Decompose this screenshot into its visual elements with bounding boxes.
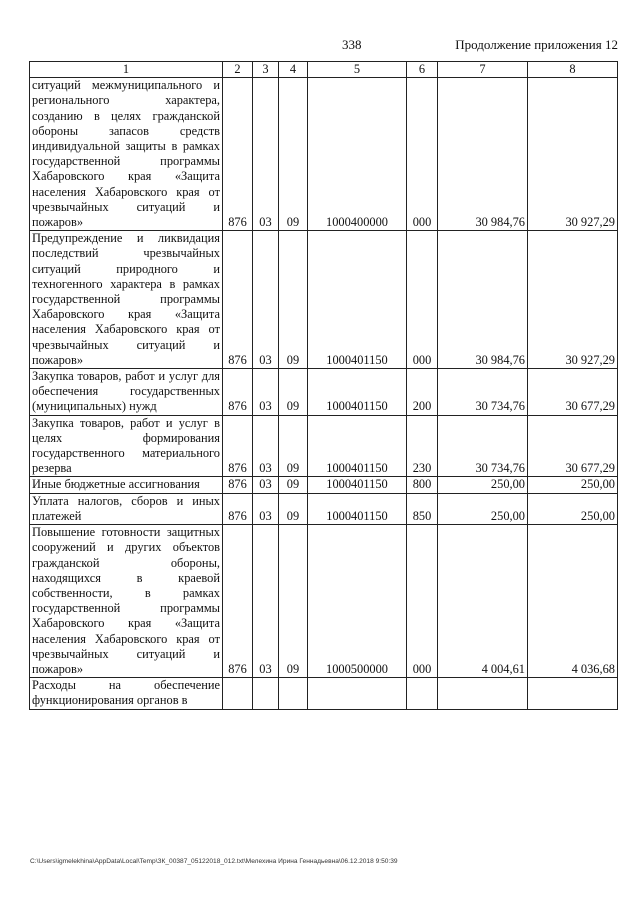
- table-row: [30, 493, 618, 524]
- row-name: Предупреждение и ликвидация последствий чрезвычайных ситуаций природного и техногенного характера в рамках государственной программы Хабаровского края «Защита населения Хабаровского края от чрезвычайных ситуаций и пожаров»: [30, 231, 223, 369]
- cell-amount-2: [528, 678, 618, 709]
- table-row: [30, 477, 618, 493]
- column-header: 7: [438, 62, 528, 78]
- row-name: Закупка товаров, работ и услуг для обеспечения государственных (муниципальных) нужд: [30, 369, 223, 416]
- cell-expense-type: 000: [407, 231, 438, 369]
- cell-expense-type: 200: [407, 369, 438, 416]
- cell-subsection: [279, 678, 308, 709]
- table-row: [30, 369, 618, 416]
- table-row: [30, 78, 618, 231]
- cell-ministry: 876: [223, 369, 253, 416]
- cell-amount-1: 30 734,76: [438, 369, 528, 416]
- header-row: [30, 62, 618, 78]
- continuation-caption: Продолжение приложения 12: [455, 37, 618, 52]
- row-name: Повышение готовности защитных сооружений и других объектов гражданской обороны, находящихся в краевой собственности, в рамках государственной программы Хабаровского края «Защита населения Хабаровского края от чрезвычайных ситуаций и пожаров»: [30, 525, 223, 678]
- cell-expense-type: 000: [407, 78, 438, 231]
- cell-subsection: 09: [279, 525, 308, 678]
- row-name: Иные бюджетные ассигнования: [30, 477, 223, 493]
- cell-amount-2: 30 927,29: [528, 78, 618, 231]
- cell-section: 03: [253, 525, 279, 678]
- cell-amount-2: 30 677,29: [528, 369, 618, 416]
- cell-target: 1000401150: [308, 415, 407, 477]
- column-header: 4: [279, 62, 308, 78]
- cell-expense-type: 230: [407, 415, 438, 477]
- cell-target: 1000401150: [308, 369, 407, 416]
- cell-amount-1: 250,00: [438, 493, 528, 524]
- cell-ministry: [223, 678, 253, 709]
- cell-amount-1: 250,00: [438, 477, 528, 493]
- cell-amount-1: 30 734,76: [438, 415, 528, 477]
- cell-amount-1: 30 984,76: [438, 78, 528, 231]
- row-name: ситуаций межмуниципального и регионального характера, созданию в целях гражданской обороны запасов средств индивидуальной защиты в рамках государственной программы Хабаровского края «Защита населения Хабаровского края от чрезвычайных ситуаций и пожаров»: [30, 78, 223, 231]
- cell-section: [253, 678, 279, 709]
- cell-ministry: 876: [223, 415, 253, 477]
- cell-target: 1000401150: [308, 231, 407, 369]
- cell-target: 1000400000: [308, 78, 407, 231]
- cell-section: 03: [253, 415, 279, 477]
- cell-amount-1: 30 984,76: [438, 231, 528, 369]
- column-header: 2: [223, 62, 253, 78]
- cell-expense-type: [407, 678, 438, 709]
- cell-ministry: 876: [223, 525, 253, 678]
- cell-subsection: 09: [279, 415, 308, 477]
- cell-section: 03: [253, 369, 279, 416]
- cell-ministry: 876: [223, 493, 253, 524]
- cell-amount-2: 250,00: [528, 477, 618, 493]
- page-number: 338: [342, 37, 362, 52]
- cell-section: 03: [253, 477, 279, 493]
- cell-ministry: 876: [223, 477, 253, 493]
- row-name: Уплата налогов, сборов и иных платежей: [30, 493, 223, 524]
- cell-target: [308, 678, 407, 709]
- budget-table: [29, 61, 618, 710]
- cell-target: 1000500000: [308, 525, 407, 678]
- cell-subsection: 09: [279, 369, 308, 416]
- cell-amount-1: [438, 678, 528, 709]
- cell-section: 03: [253, 231, 279, 369]
- column-header: 6: [407, 62, 438, 78]
- cell-target: 1000401150: [308, 477, 407, 493]
- cell-expense-type: 000: [407, 525, 438, 678]
- file-path-footer: C:\Users\igmelekhina\AppData\Local\Temp\ЗК_00387_05122018_012.txt\Мелехина Ирина Геннадьевна\06.12.2018 9:50:39: [30, 858, 398, 865]
- table-row: [30, 415, 618, 477]
- cell-amount-2: 250,00: [528, 493, 618, 524]
- row-name: Закупка товаров, работ и услуг в целях формирования государственного материального резерва: [30, 415, 223, 477]
- cell-ministry: 876: [223, 78, 253, 231]
- cell-amount-2: 4 036,68: [528, 525, 618, 678]
- cell-amount-1: 4 004,61: [438, 525, 528, 678]
- cell-section: 03: [253, 493, 279, 524]
- table-row: [30, 231, 618, 369]
- cell-target: 1000401150: [308, 493, 407, 524]
- cell-amount-2: 30 677,29: [528, 415, 618, 477]
- column-header: 5: [308, 62, 407, 78]
- column-header: 1: [30, 62, 223, 78]
- cell-subsection: 09: [279, 231, 308, 369]
- cell-ministry: 876: [223, 231, 253, 369]
- table-row: [30, 678, 618, 709]
- cell-section: 03: [253, 78, 279, 231]
- column-header: 3: [253, 62, 279, 78]
- cell-amount-2: 30 927,29: [528, 231, 618, 369]
- cell-expense-type: 800: [407, 477, 438, 493]
- cell-subsection: 09: [279, 493, 308, 524]
- cell-subsection: 09: [279, 477, 308, 493]
- column-header: 8: [528, 62, 618, 78]
- table-row: [30, 525, 618, 678]
- row-name: Расходы на обеспечение функционирования органов в: [30, 678, 223, 709]
- cell-subsection: 09: [279, 78, 308, 231]
- cell-expense-type: 850: [407, 493, 438, 524]
